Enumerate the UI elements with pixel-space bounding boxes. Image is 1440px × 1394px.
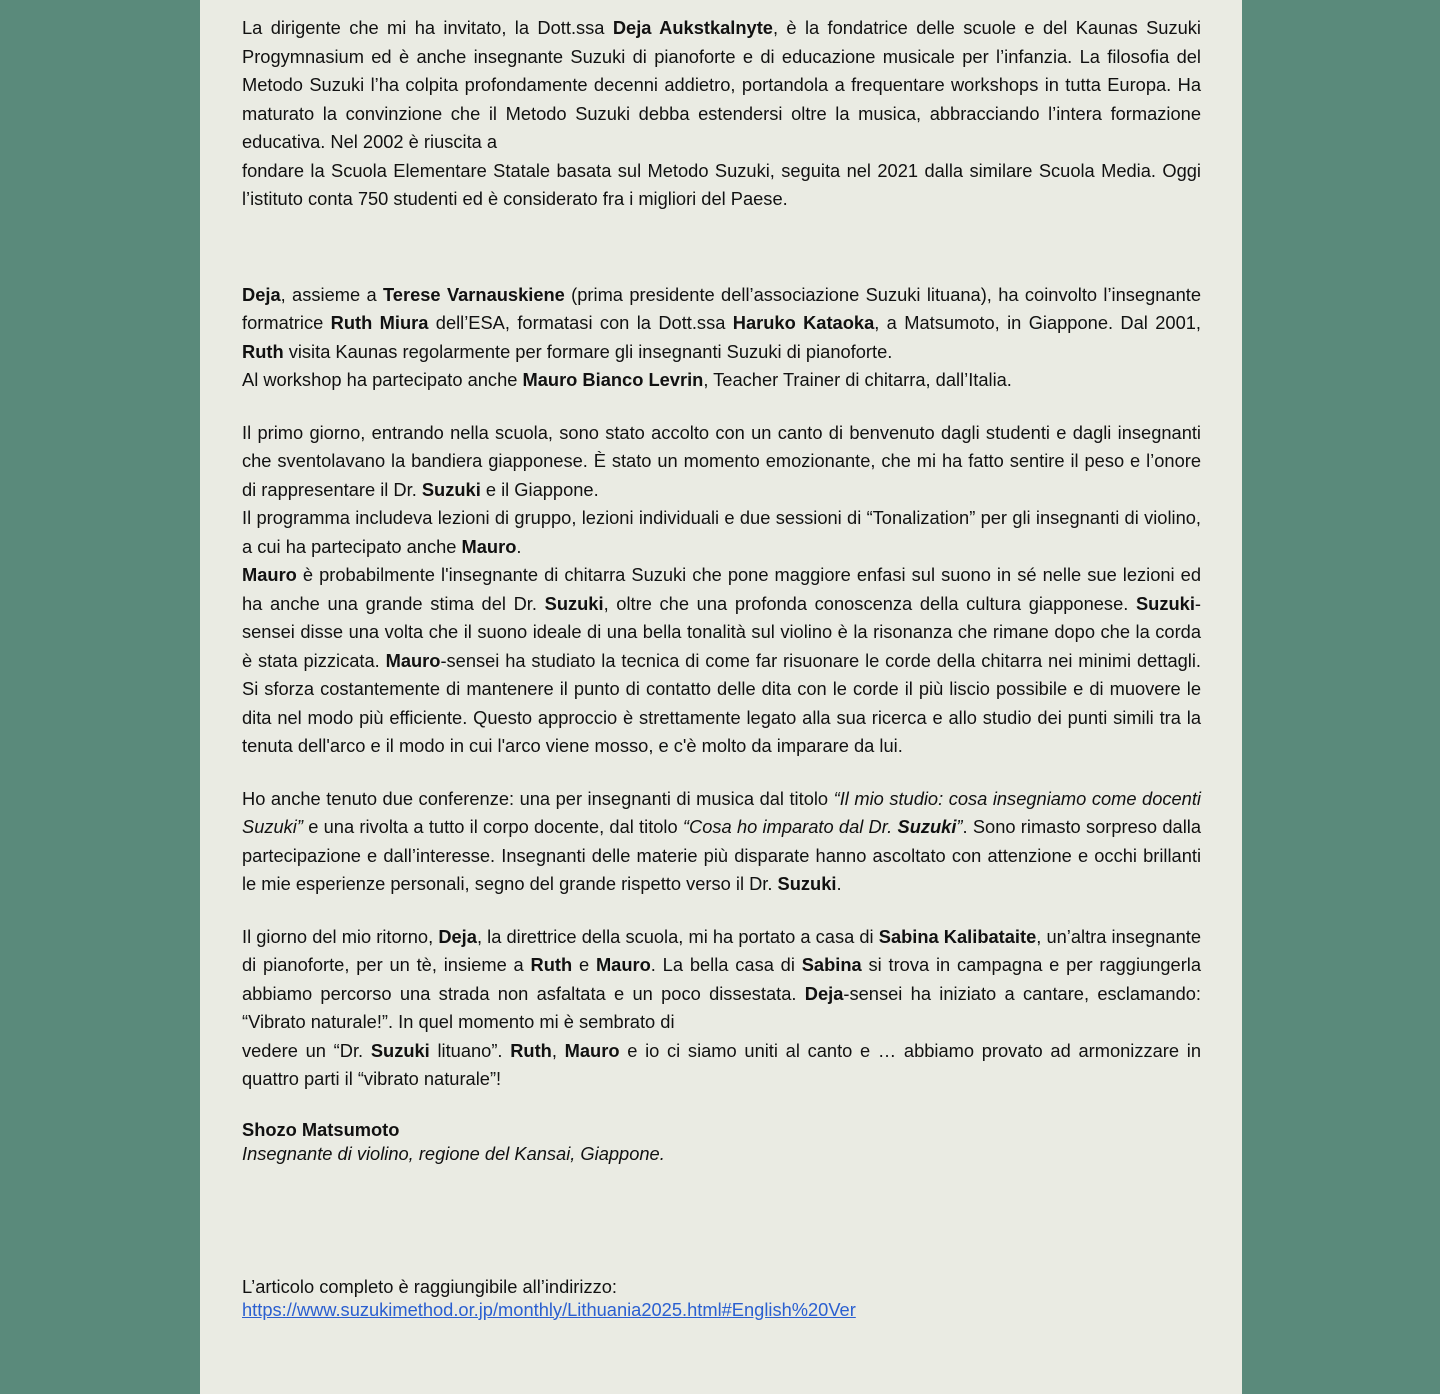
spacer (242, 761, 1201, 785)
paragraph-conferences (242, 785, 1201, 899)
person-name: Mauro (564, 1039, 620, 1061)
paragraph-line: Mauro è probabilmente l'insegnante di chitarra Suzuki che pone maggiore enfasi sul suono in sé nelle sue lezioni ed ha anche una grande stima del Dr. Suzuki, oltre che una profonda conoscenza della cultura giapponese. Suzuki-sensei disse una volta che il suono ideale di una bella tonalità sul violino è la risonanza che rimane dopo che la corda è stata pizzicata. Mauro-sensei ha studiato la tecnica di come far risuonare le corde della chitarra nei minimi dettagli. Si sforza costantemente di mantenere il punto di contatto delle dita con le corde il più liscio possibile e di muovere le dita nel modo più efficiente. Questo approccio è strettamente legato alla sua ricerca e allo studio dei punti simili tra la tenuta dell'arco e il modo in cui l'arco viene mosso, e c'è molto da imparare da lui. (242, 564, 1202, 756)
person-name: Mauro (385, 649, 441, 671)
person-name: Suzuki (544, 592, 604, 614)
person-name: Suzuki (777, 873, 837, 894)
author-role: Insegnante di violino, regione del Kansai, Giappone. (242, 1142, 665, 1164)
person-name: Mauro (242, 564, 297, 585)
person-name: Deja (242, 283, 281, 305)
spacer (242, 214, 1201, 281)
person-name: Haruko Kataoka (732, 312, 875, 333)
paragraph-line: Il primo giorno, entrando nella scuola, sono stato accolto con un canto di benvenuto dagli studenti e dagli insegnanti che sventolavano la bandiera giapponese. È stato un momento emozionante, che mi ha fatto sentire il peso e l’onore di rappresentare il Dr. Suzuki e il Giappone. (242, 421, 1201, 500)
paragraph-line: La dirigente che mi ha invitato, la Dott.ssa Deja Aukstkalnyte, è la fondatrice delle scuole e del Kaunas Suzuki Progymnasium ed è anche insegnante Suzuki di pianoforte e di educazione musicale per l’infanzia. La filosofia del Metodo Suzuki l’ha colpita profondamente decenni addietro, portandola a frequentare workshops in tutta Europa. Ha maturato la convinzione che il Metodo Suzuki debba estendersi oltre la musica, abbracciando l’intera formazione educativa. Nel 2002 è riuscita a (242, 17, 1201, 152)
person-name: Suzuki (370, 1039, 430, 1061)
paragraph-teachers (242, 281, 1201, 395)
author-name: Shozo Matsumoto (242, 1118, 400, 1140)
spacer (242, 395, 1201, 419)
footer-link-line (242, 1298, 1201, 1321)
person-name: Deja (804, 982, 844, 1004)
person-name: Ruth (530, 954, 573, 975)
spacer (242, 1094, 1201, 1118)
article-link[interactable]: https://www.suzukimethod.or.jp/monthly/Lithuania2025.html#English%20Ver (242, 1298, 856, 1320)
person-name: Deja (438, 925, 477, 947)
paragraph-first-day (242, 419, 1201, 761)
person-name: Suzuki (1135, 592, 1195, 614)
spacer (242, 899, 1201, 923)
person-name: Deja Aukstkalnyte (612, 17, 773, 38)
paragraph-line: Al workshop ha partecipato anche Mauro Bianco Levrin, Teacher Trainer di chitarra, dall’Italia. (242, 369, 1012, 390)
person-name: Ruth (510, 1039, 552, 1061)
spacer (242, 1166, 1201, 1275)
person-name: Ruth Miura (330, 312, 429, 333)
paragraph-line: Il programma includeva lezioni di gruppo, lezioni individuali e due sessioni di “Tonalization” per gli insegnanti di violino, a cui ha partecipato anche Mauro. (242, 507, 1201, 557)
person-name: Mauro Bianco Levrin (522, 369, 704, 390)
person-name: Mauro (595, 954, 651, 975)
person-name: Ruth (242, 340, 284, 362)
paragraph-line: Ho anche tenuto due conferenze: una per insegnanti di musica dal titolo “Il mio studio: cosa insegniamo come docenti Suzuki” e una rivolta a tutto il corpo docente, dal titolo “Cosa ho imparato dal Dr. Suzuki”. Sono rimasto sorpreso dalla partecipazione e dall’interesse. Insegnanti delle materie più disparate hanno ascoltato con attenzione e occhi brillanti le mie esperienze personali, segno del grande rispetto verso il Dr. Suzuki. (242, 787, 1201, 894)
lecture-title: “Cosa ho imparato dal Dr. Suzuki” (682, 816, 963, 837)
lecture-title: “Il mio studio: cosa insegniamo come docenti Suzuki” (242, 787, 1201, 837)
paragraph-return (242, 923, 1201, 1094)
person-name: Mauro (461, 535, 517, 557)
person-name: Sabina (801, 954, 862, 975)
paragraph-line: fondare la Scuola Elementare Statale basata sul Metodo Suzuki, seguita nel 2021 dalla similare Scuola Media. Oggi l’istituto conta 750 studenti ed è considerato fra i migliori del Paese. (242, 159, 1201, 209)
paragraph-line: vedere un “Dr. Suzuki lituano”. Ruth, Mauro e io ci siamo uniti al canto e … abbiamo provato ad armonizzare in quattro parti il “vibrato naturale”! (242, 1039, 1201, 1089)
paragraph-line: Deja, assieme a Terese Varnauskiene (prima presidente dell’associazione Suzuki lituana), ha coinvolto l’insegnante formatrice Ruth Miura dell’ESA, formatasi con la Dott.ssa Haruko Kataoka, a Matsumoto, in Giappone. Dal 2001, Ruth visita Kaunas regolarmente per formare gli insegnanti Suzuki di pianoforte. (242, 283, 1201, 362)
person-name: Terese Varnauskiene (383, 283, 565, 305)
person-name: Suzuki (421, 478, 481, 500)
paragraph-intro (242, 14, 1201, 214)
article-page (200, 0, 1242, 1394)
paragraph-line: Il giorno del mio ritorno, Deja, la direttrice della scuola, mi ha portato a casa di Sabina Kalibataite, un’altra insegnante di pianoforte, per un tè, insieme a Ruth e Mauro. La bella casa di Sabina si trova in campagna e per raggiungerla abbiamo percorso una strada non asfaltata e un poco dissestata. Deja-sensei ha iniziato a cantare, esclamando: “Vibrato naturale!”. In quel momento mi è sembrato di (242, 925, 1202, 1032)
footer-intro: L’articolo completo è raggiungibile all’indirizzo: (242, 1275, 617, 1297)
person-name: Sabina Kalibataite (878, 925, 1037, 947)
